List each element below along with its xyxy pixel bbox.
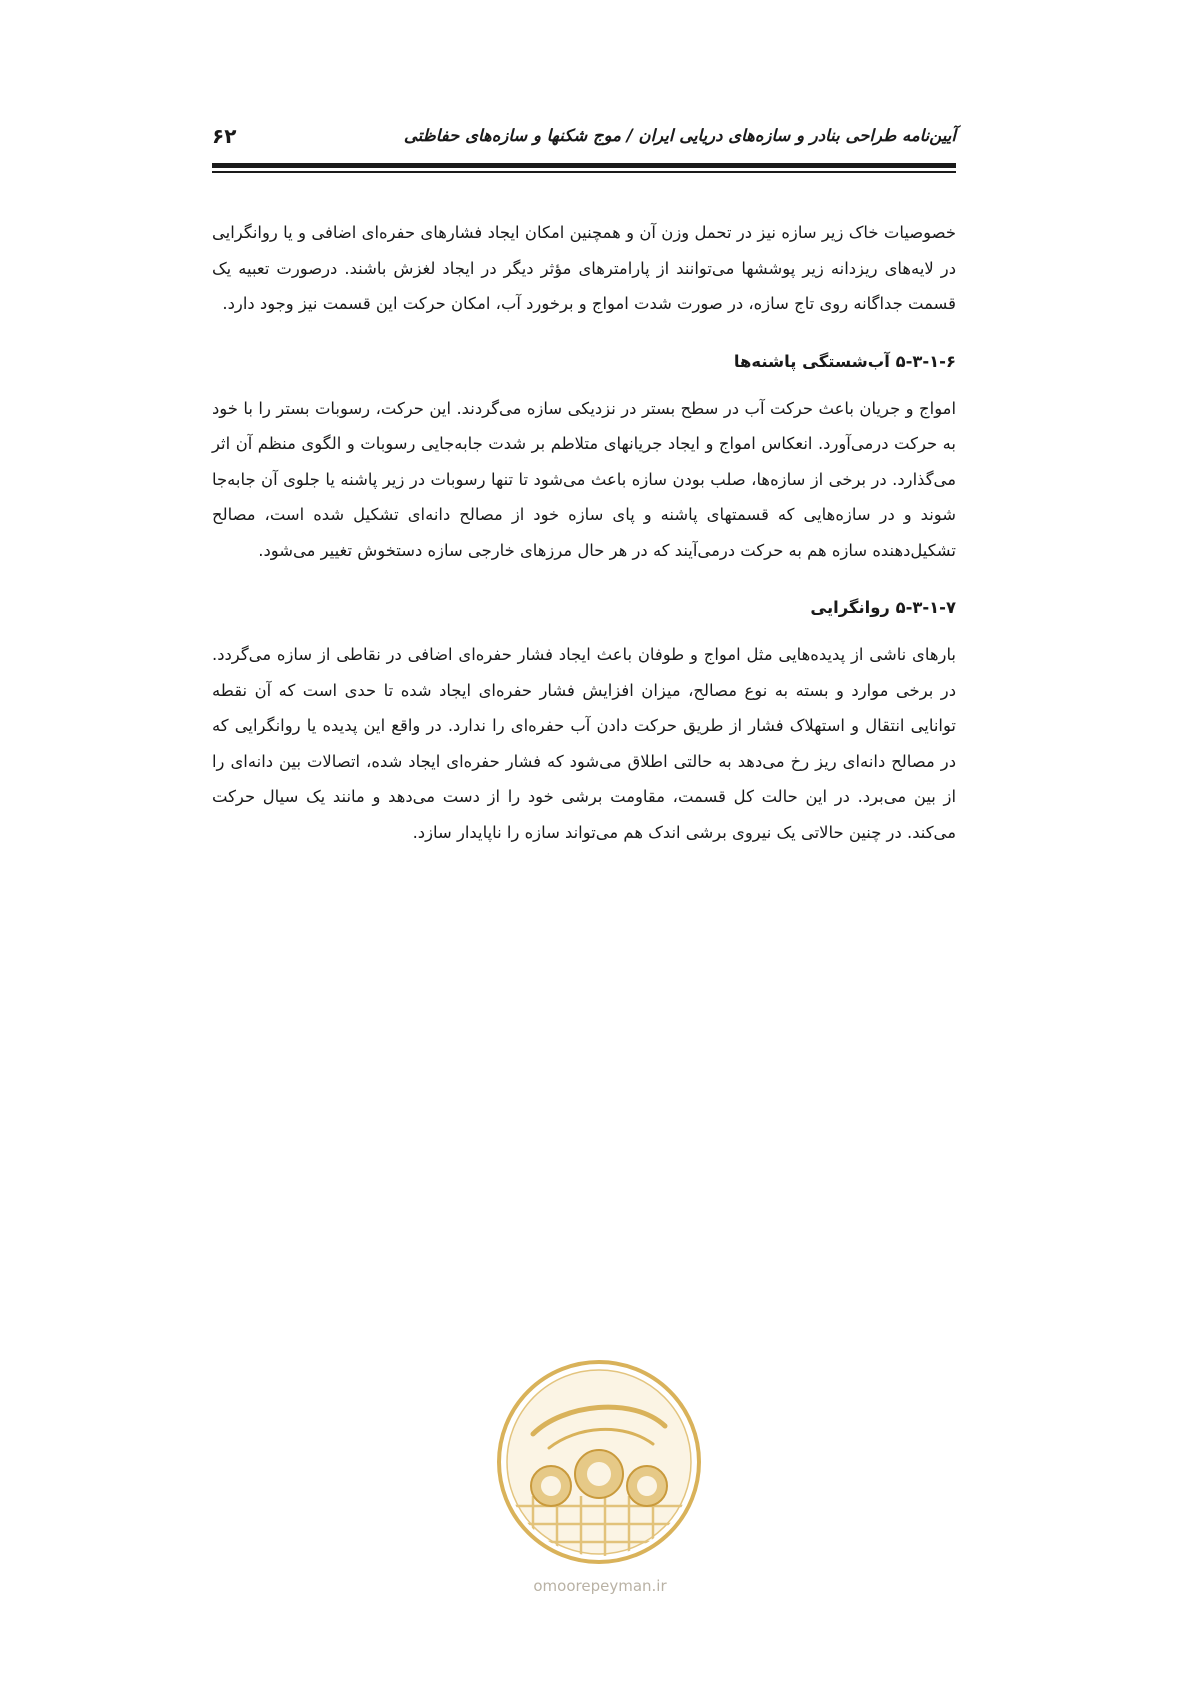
scour-line: تشکیل شده است، مصالح تشکیل‌دهنده سازه هم به حرکت درمی‌آیند که در هر حال مرزهای خارجی — [212, 505, 956, 560]
liquefaction-line: می‌گردد. در برخی موارد و بسته به نوع مصالح، میزان افزایش فشار حفره‌ای ایجاد شده تا حدی است که — [212, 645, 956, 700]
liquefaction-line: سازد. — [412, 822, 452, 842]
page-body — [212, 215, 956, 850]
page-number: ۶۲ — [212, 124, 237, 148]
intro-paragraph — [212, 215, 956, 322]
liquefaction-line: مانند یک سیال حرکت می‌کند. در چنین حالاتی یک نیروی برشی اندک هم می‌تواند سازه را ناپایدار — [212, 787, 956, 842]
intro-line: خصوصیات خاک زیر سازه نیز در تحمل وزن آن و همچنین امکان ایجاد فشارهای حفره‌ای اضافی و یا — [277, 223, 956, 242]
watermark-caption: omoorepeyman.ir — [533, 1577, 667, 1595]
scour-line: سازه دستخوش تغییر می‌شود. — [258, 540, 463, 560]
liquefaction-line: آن نقطه توانایی انتقال و استهلاک فشار از طریق حرکت دادن آب حفره‌ای را ندارد. در واقع این پدیده — [212, 680, 956, 735]
scour-line: امواج و جریان باعث حرکت آب در سطح بستر در نزدیکی سازه می‌گردند. این حرکت، رسوبات بستر — [270, 398, 956, 418]
header-title: آیین‌نامه طراحی بنادر و سازه‌های دریایی ایران / موج شکنها و سازه‌های حفاظتی — [403, 126, 956, 145]
scour-line: الگوی منظم آن اثر می‌گذارد. در برخی از سازه‌ها، صلب بودن سازه باعث می‌شود تا تنها رسوبات در زیر — [212, 434, 956, 489]
liquefaction-line: یا روانگرایی که در مصالح دانه‌ای ریز رخ می‌دهد به حالتی اطلاق می‌شود که فشار حفره‌ای ایجاد شده، — [212, 716, 956, 771]
intro-line: درصورت تعبیه یک قسمت جداگانه روی تاج سازه، در صورت شدت امواج و برخورد آب، امکان حرکت — [212, 258, 956, 313]
scour-line: را با خود به حرکت درمی‌آورد. انعکاس امواج و ایجاد جریانهای متلاطم بر شدت جابه‌جایی رسوبات و — [212, 398, 956, 453]
intro-line: این قسمت نیز وجود دارد. — [222, 294, 398, 313]
watermark-logo — [493, 1356, 705, 1568]
watermark-logo-icon — [493, 1356, 705, 1568]
liquefaction-paragraph — [212, 637, 956, 850]
intro-line: روانگرایی در لایه‌های ریزدانه زیر پوششها می‌توانند از پارامترهای مؤثر دیگر در ایجاد لغزش باشند. — [212, 223, 956, 278]
header-rule-thin — [212, 171, 956, 173]
scour-paragraph — [212, 391, 956, 569]
running-header — [212, 124, 956, 154]
liquefaction-line: بارهای ناشی از پدیده‌هایی مثل امواج و طوفان باعث ایجاد فشار حفره‌ای اضافی در نقاطی از سازه — [271, 645, 956, 664]
header-rule-thick — [212, 163, 956, 168]
scour-line: پاشنه یا جلوی آن جابه‌جا شوند و در سازه‌هایی که قسمتهای پاشنه و پای سازه خود از مصالح دانه‌ای — [212, 469, 956, 524]
section-heading-scour: ۵-۳-۱-۶ آب‌شستگی پاشنه‌ها — [733, 351, 956, 371]
liquefaction-line: اتصالات بین دانه‌ای را از بین می‌برد. در این حالت کل قسمت، مقاومت برشی خود را از دست می‌دهد و — [212, 751, 957, 806]
section-heading-liquefaction: ۵-۳-۱-۷ روانگرایی — [810, 598, 956, 617]
